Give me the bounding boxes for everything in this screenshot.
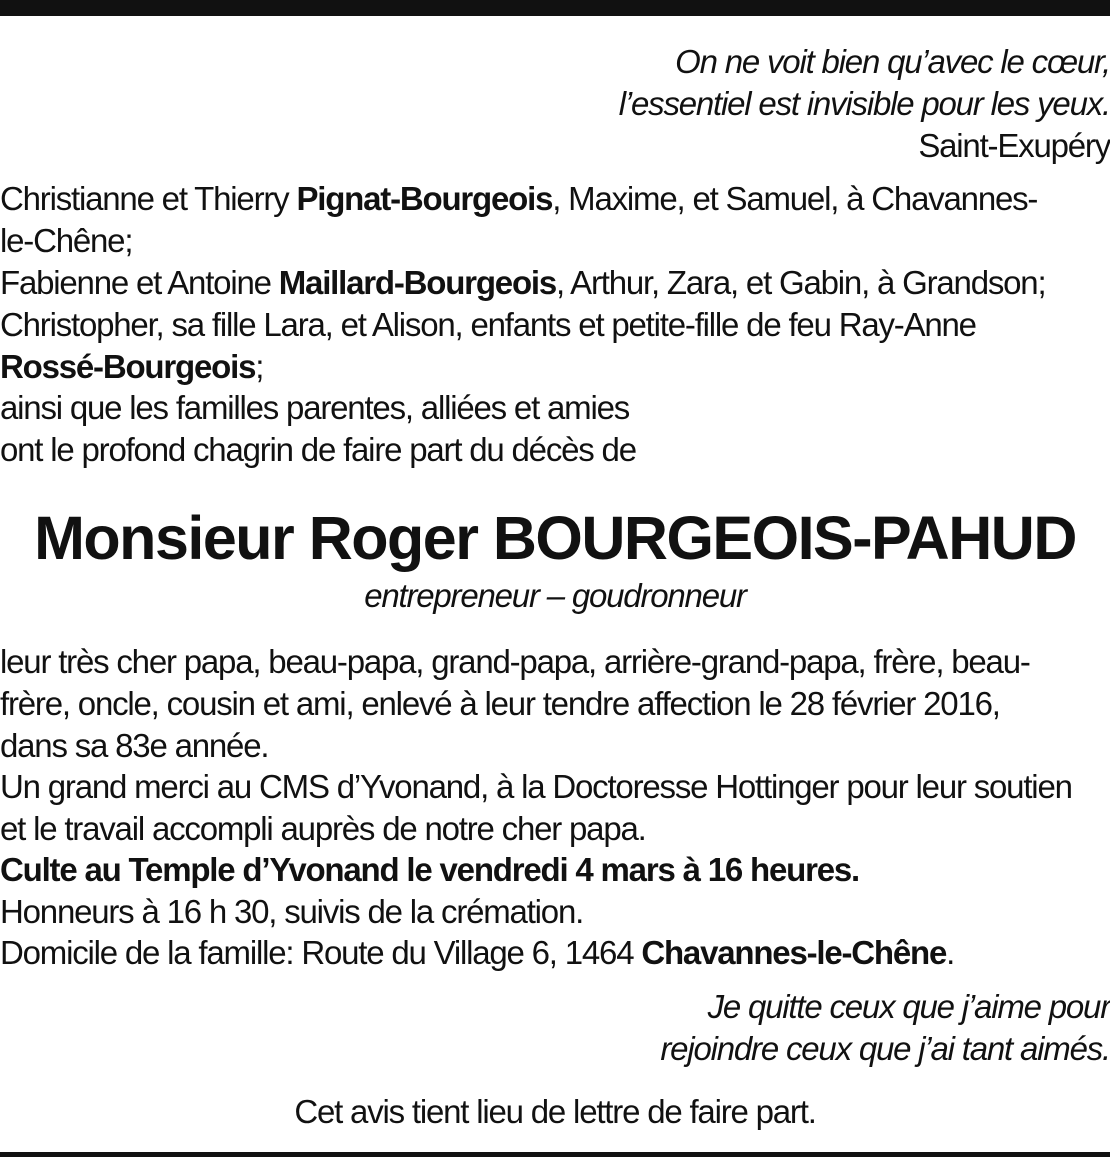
family-line-5-post: ;	[255, 348, 264, 385]
family-line-3-post: , Arthur, Zara, et Gabin, à Grandson;	[556, 264, 1046, 301]
family-line-1-pre: Christianne et Thierry	[0, 180, 297, 217]
quote-author: Saint-Exupéry	[918, 127, 1110, 164]
body-line-4: Un grand merci au CMS d’Yvonand, à la Doctoresse Hottinger pour leur soutien	[0, 768, 1072, 805]
body-line-2: frère, oncle, cousin et ami, enlevé à leur tendre affection le 28 février 2016,	[0, 685, 1000, 722]
quote-bottom-line-1: Je quitte ceux que j’aime pour	[707, 988, 1110, 1025]
footer-note: Cet avis tient lieu de lettre de faire part.	[294, 1093, 816, 1130]
address-locality: Chavannes-le-Chêne	[641, 934, 947, 971]
family-name-rosse: Rossé-Bourgeois	[0, 348, 256, 385]
body-line-3: dans sa 83e année.	[0, 727, 269, 764]
family-line-1-post: , Maxime, et Samuel, à Chavannes-	[552, 180, 1038, 217]
family-name-maillard: Maillard-Bourgeois	[278, 264, 557, 301]
address-post: .	[946, 934, 955, 971]
family-line-3	[0, 264, 1110, 302]
family-line-7: ont le profond chagrin de faire part du décès de	[0, 431, 636, 468]
family-line-3-pre: Fabienne et Antoine	[0, 264, 279, 301]
family-line-2: le-Chêne;	[0, 222, 133, 259]
top-border-rule	[0, 0, 1110, 16]
family-line-4: Christopher, sa fille Lara, et Alison, enfants et petite-fille de feu Ray-Anne	[0, 306, 976, 343]
deceased-profession: entrepreneur – goudronneur	[364, 577, 746, 614]
quote-top-line-1: On ne voit bien qu’avec le cœur,	[675, 43, 1110, 80]
body-line-8	[0, 934, 1110, 972]
body-line-5: et le travail accompli auprès de notre cher papa.	[0, 810, 646, 847]
quote-bottom-line-2: rejoindre ceux que j’ai tant aimés.	[660, 1030, 1110, 1067]
ceremony-announcement: Culte au Temple d’Yvonand le vendredi 4 mars à 16 heures.	[0, 851, 859, 888]
deceased-name: Monsieur Roger BOURGEOIS-PAHUD	[34, 504, 1076, 572]
body-line-1: leur très cher papa, beau-papa, grand-papa, arrière-grand-papa, frère, beau-	[0, 643, 1030, 680]
bottom-border-rule	[0, 1152, 1110, 1157]
family-name-pignat: Pignat-Bourgeois	[296, 180, 553, 217]
quote-top-line-2: l’essentiel est invisible pour les yeux.	[618, 85, 1110, 122]
family-line-5	[0, 348, 1110, 386]
family-line-6: ainsi que les familles parentes, alliées et amies	[0, 389, 630, 426]
family-line-1	[0, 180, 1110, 218]
address-pre: Domicile de la famille: Route du Village 6, 1464	[0, 934, 642, 971]
body-line-7: Honneurs à 16 h 30, suivis de la crémation.	[0, 893, 584, 930]
